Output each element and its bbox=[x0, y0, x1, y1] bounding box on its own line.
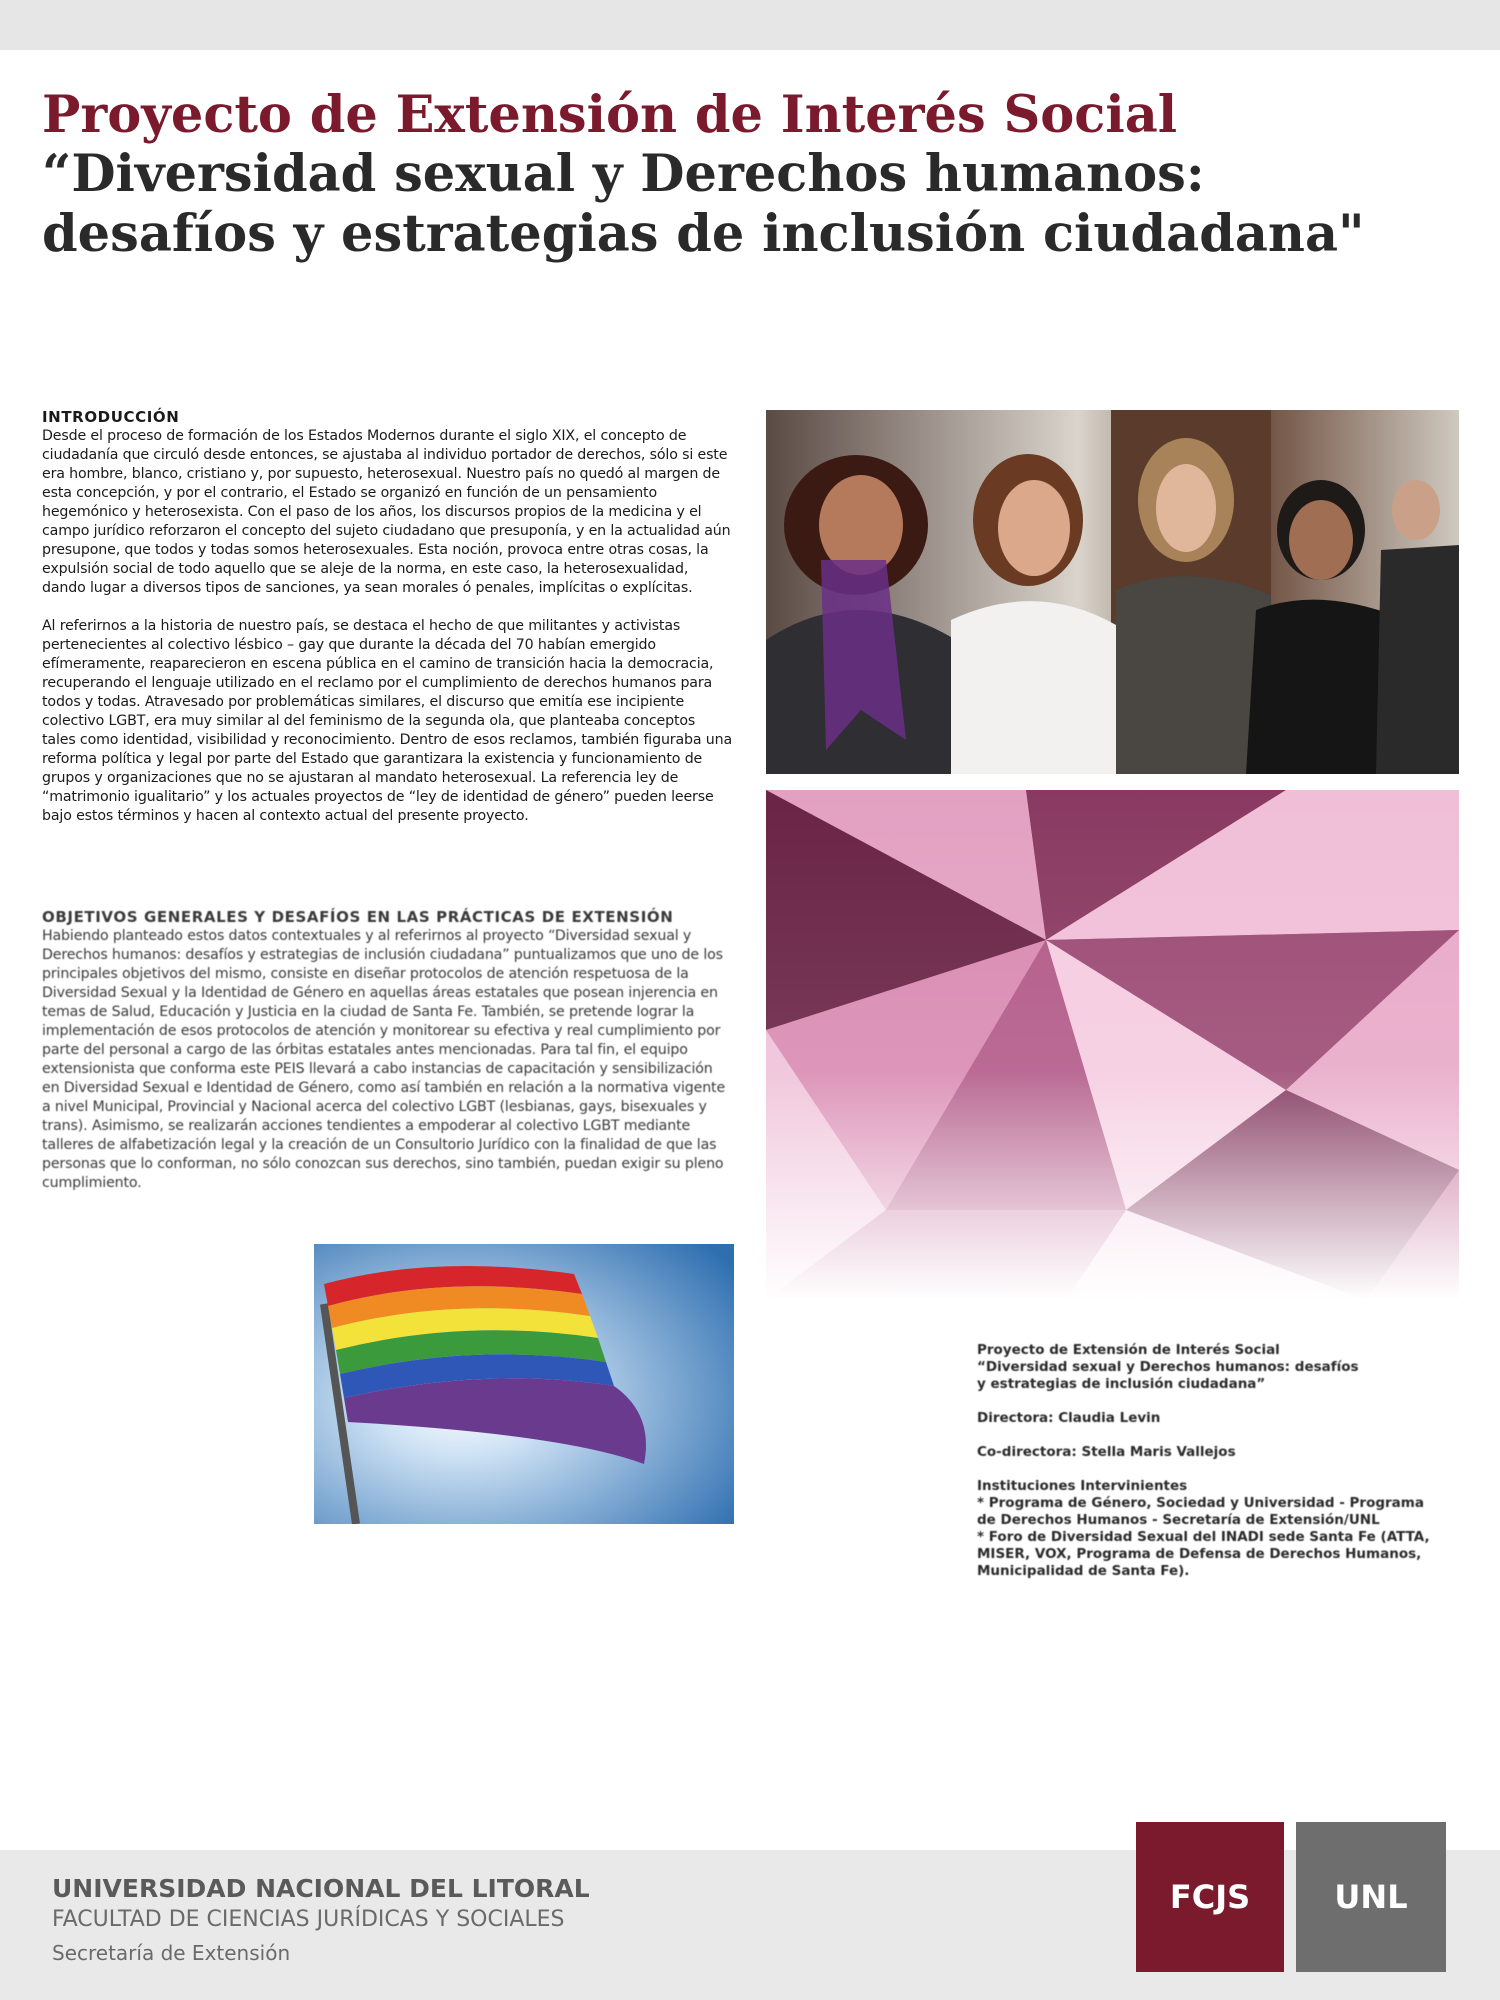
objetivos-paragraph: Habiendo planteado estos datos contextuales y al referirnos al proyecto “Diversidad sexual y Derechos humanos: desafíos y estrategias de inclusión ciudadana” puntualizamos que uno de los principales objetivos del mismo, consiste en diseñar protocolos de atención respetuosa de la Diversidad Sexual y la Identidad de Género en aquellas áreas estatales que posean injerencia en temas de Salud, Educación y Justicia en la ciudad de Santa Fe. También, se pretende lograr la implementación de esos protocolos de atención y monitorear su efectiva y real cumplimiento por parte del personal a cargo de las órbitas estatales antes mencionadas. Para tal fin, el equipo extensionista que conforma este PEIS llevará a cabo instancias de capacitación y sensibilización en Diversidad Sexual e Identidad de Género, como así también en relación a la normativa vigente a nivel Municipal, Provincial y Nacional acerca del colectivo LGBT (lesbianas, gays, bisexuales y trans). Asimismo, se realizarán acciones tendientes a empoderar al colectivo LGBT mediante talleres de alfabetización legal y la creación de un Consultorio Jurídico con la finalidad de que las personas que lo conforman, no sólo conozcan sus derechos, sino también, puedan exigir su pleno cumplimiento. bbox=[42, 928, 726, 1191]
credits-institution-line-3: * Foro de Diversidad Sexual del INADI sede Santa Fe (ATTA, bbox=[977, 1529, 1430, 1545]
fcjs-logo-text: FCJS bbox=[1169, 1878, 1251, 1916]
credits-institution-line-5: Municipalidad de Santa Fe). bbox=[977, 1563, 1190, 1579]
rainbow-flag-illustration bbox=[314, 1244, 734, 1524]
intro-heading: INTRODUCCIÓN bbox=[42, 408, 180, 426]
unl-logo-text: UNL bbox=[1334, 1878, 1408, 1916]
title-line-3: desafíos y estrategias de inclusión ciudadana" bbox=[42, 204, 1365, 264]
title-line-1: Proyecto de Extensión de Interés Social bbox=[42, 85, 1178, 145]
credits-directora: Directora: Claudia Levin bbox=[977, 1410, 1161, 1426]
group-photo-illustration bbox=[766, 410, 1459, 774]
university-name: UNIVERSIDAD NACIONAL DEL LITORAL bbox=[52, 1874, 590, 1903]
fcjs-logo bbox=[1136, 1822, 1284, 1972]
credits-institutions-heading: Instituciones Intervinientes bbox=[977, 1478, 1188, 1494]
objetivos-section bbox=[42, 908, 732, 1193]
credits-project-line-2: “Diversidad sexual y Derechos humanos: desafíos bbox=[977, 1359, 1359, 1375]
diamond-image bbox=[766, 790, 1459, 1300]
rainbow-flag-image bbox=[314, 1244, 734, 1524]
credits-project-line-1: Proyecto de Extensión de Interés Social bbox=[977, 1342, 1280, 1358]
credits-codirectora: Co-directora: Stella Maris Vallejos bbox=[977, 1444, 1236, 1460]
faculty-name: FACULTAD DE CIENCIAS JURÍDICAS Y SOCIALES bbox=[52, 1907, 565, 1932]
diamond-illustration bbox=[766, 790, 1459, 1300]
group-photo bbox=[766, 410, 1459, 774]
intro-paragraph-2: Al referirnos a la historia de nuestro país, se destaca el hecho de que militantes y activistas pertenecientes al colectivo lésbico – gay que durante la década del 70 habían emergido efímeramente, reaparecieron en escena pública en el camino de transición hacia la democracia, recuperando el lenguaje utilizado en el reclamo por el cumplimiento de derechos humanos para todos y todas. Atravesado por problemáticas similares, el discurso que emitía ese incipiente colectivo LGBT, era muy similar al del feminismo de la segunda ola, que planteaba conceptos tales como identidad, visibilidad y reconocimiento. Dentro de esos reclamos, también figuraba una reforma política y legal por parte del Estado que garantizara la existencia y funcionamiento de grupos y organizaciones que no se ajustaran al mandato heterosexual. La referencia ley de “matrimonio igualitario” y los actuales proyectos de “ley de identidad de género” pueden leerse bajo estos términos y hacen al contexto actual del presente proyecto. bbox=[42, 618, 732, 824]
secretary-name: Secretaría de Extensión bbox=[52, 1941, 291, 1965]
intro-section bbox=[42, 408, 732, 826]
poster-title bbox=[42, 86, 1462, 264]
unl-logo bbox=[1296, 1822, 1446, 1972]
objetivos-heading: OBJETIVOS GENERALES Y DESAFÍOS EN LAS PRÁCTICAS DE EXTENSIÓN bbox=[42, 908, 674, 926]
project-credits bbox=[977, 1342, 1457, 1580]
credits-institution-line-4: MISER, VOX, Programa de Defensa de Derechos Humanos, bbox=[977, 1546, 1422, 1562]
credits-project-line-3: y estrategias de inclusión ciudadana” bbox=[977, 1376, 1266, 1392]
credits-institution-line-1: * Programa de Género, Sociedad y Universidad - Programa bbox=[977, 1495, 1424, 1511]
top-bar bbox=[0, 0, 1500, 50]
intro-paragraph-1: Desde el proceso de formación de los Estados Modernos durante el siglo XIX, el concepto de ciudadanía que circuló desde entonces, se ajustaba al individuo portador de derechos, sólo si este era hombre, blanco, cristiano y, por supuesto, heterosexual. Nuestro país no quedó al margen de esta concepción, y por el contrario, el Estado se organizó en función de un pensamiento hegemónico y heterosexista. Con el paso de los años, los discursos propios de la medicina y el campo jurídico reforzaron el concepto del sujeto ciudadano que presuponía, y en la actualidad aún presupone, que todos y todas somos heterosexuales. Esta noción, provoca entre otras cosas, la expulsión social de todo aquello que se aleje de la norma, en este caso, la heterosexualidad, dando lugar a diversos tipos de sanciones, ya sean morales ó penales, implícitas o explícitas. bbox=[42, 428, 731, 596]
title-line-2: “Diversidad sexual y Derechos humanos: bbox=[42, 144, 1205, 204]
credits-institution-line-2: de Derechos Humanos - Secretaría de Extensión/UNL bbox=[977, 1512, 1380, 1528]
